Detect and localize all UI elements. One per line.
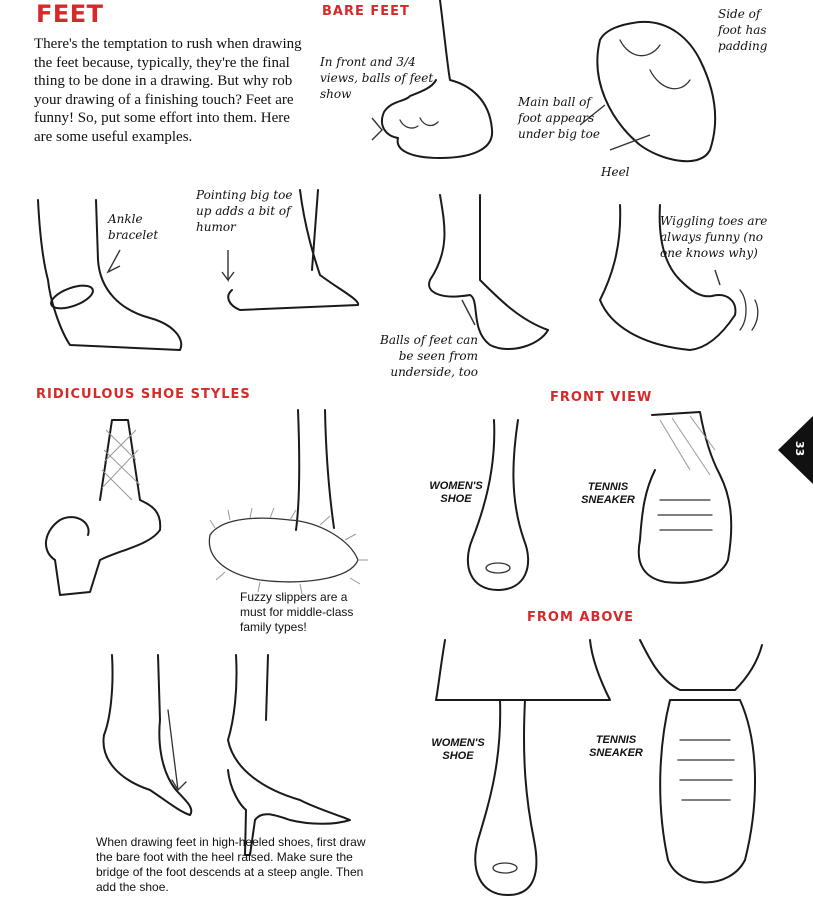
underside-foot-drawing	[429, 195, 548, 349]
curly-boot-drawing	[46, 420, 160, 595]
note-heel: Heel	[601, 165, 630, 179]
caption-fuzzy-slippers: Fuzzy slippers are a must for middle-class family types!	[240, 590, 354, 634]
note-ankle-bracelet: Ankle bracelet	[108, 212, 159, 242]
caption-high-heels: When drawing feet in high-heeled shoes, first draw the bare foot with the heel raised. Make sure the bridge of the foot descends at a steep angle. Then add the shoe.	[96, 835, 366, 894]
raised-heel-foot-drawing	[103, 655, 191, 815]
label-tennis-sneaker-above: TENNIS SNEAKER	[589, 734, 643, 759]
page-tab	[778, 415, 813, 485]
label-tennis-sneaker-front: TENNIS SNEAKER	[581, 481, 635, 506]
above-womens-shoe-drawing	[436, 640, 610, 895]
fuzzy-slipper-drawing	[209, 410, 368, 594]
heading-front-view: FRONT VIEW	[550, 390, 653, 405]
high-heel-shoe-drawing	[228, 655, 350, 855]
heading-bare-feet: BARE FEET	[322, 4, 410, 19]
label-womens-shoe-above: WOMEN'S SHOE	[431, 737, 485, 762]
label-womens-shoe-front: WOMEN'S SHOE	[429, 480, 483, 505]
heading-ridiculous-shoes: RIDICULOUS SHOE STYLES	[36, 387, 251, 402]
intro-paragraph: There's the temptation to rush when drawing the feet because, typically, they're the final thing to be done in a drawing. But why rob your drawing of a finishing touch? Feet are funny! So, put some effort into them. Here are some useful examples.	[34, 36, 302, 145]
heading-from-above: FROM ABOVE	[527, 610, 635, 625]
note-side-padding: Side of foot has padding	[718, 7, 768, 53]
page-title: FEET	[36, 0, 104, 28]
note-pointing-toe: Pointing big toe up adds a bit of humor	[196, 188, 293, 234]
front-sneaker-drawing	[639, 412, 732, 583]
note-front-three-quarter: In front and 3/4 views, balls of feet show	[320, 55, 434, 101]
above-sneaker-drawing	[640, 640, 762, 883]
note-main-ball: Main ball of foot appears under big toe	[518, 95, 600, 141]
note-wiggling-toes: Wiggling toes are always funny (no one knows why)	[660, 214, 768, 260]
note-balls-underside: Balls of feet can be seen from underside, too	[380, 333, 478, 379]
page-number: 33	[793, 440, 807, 457]
